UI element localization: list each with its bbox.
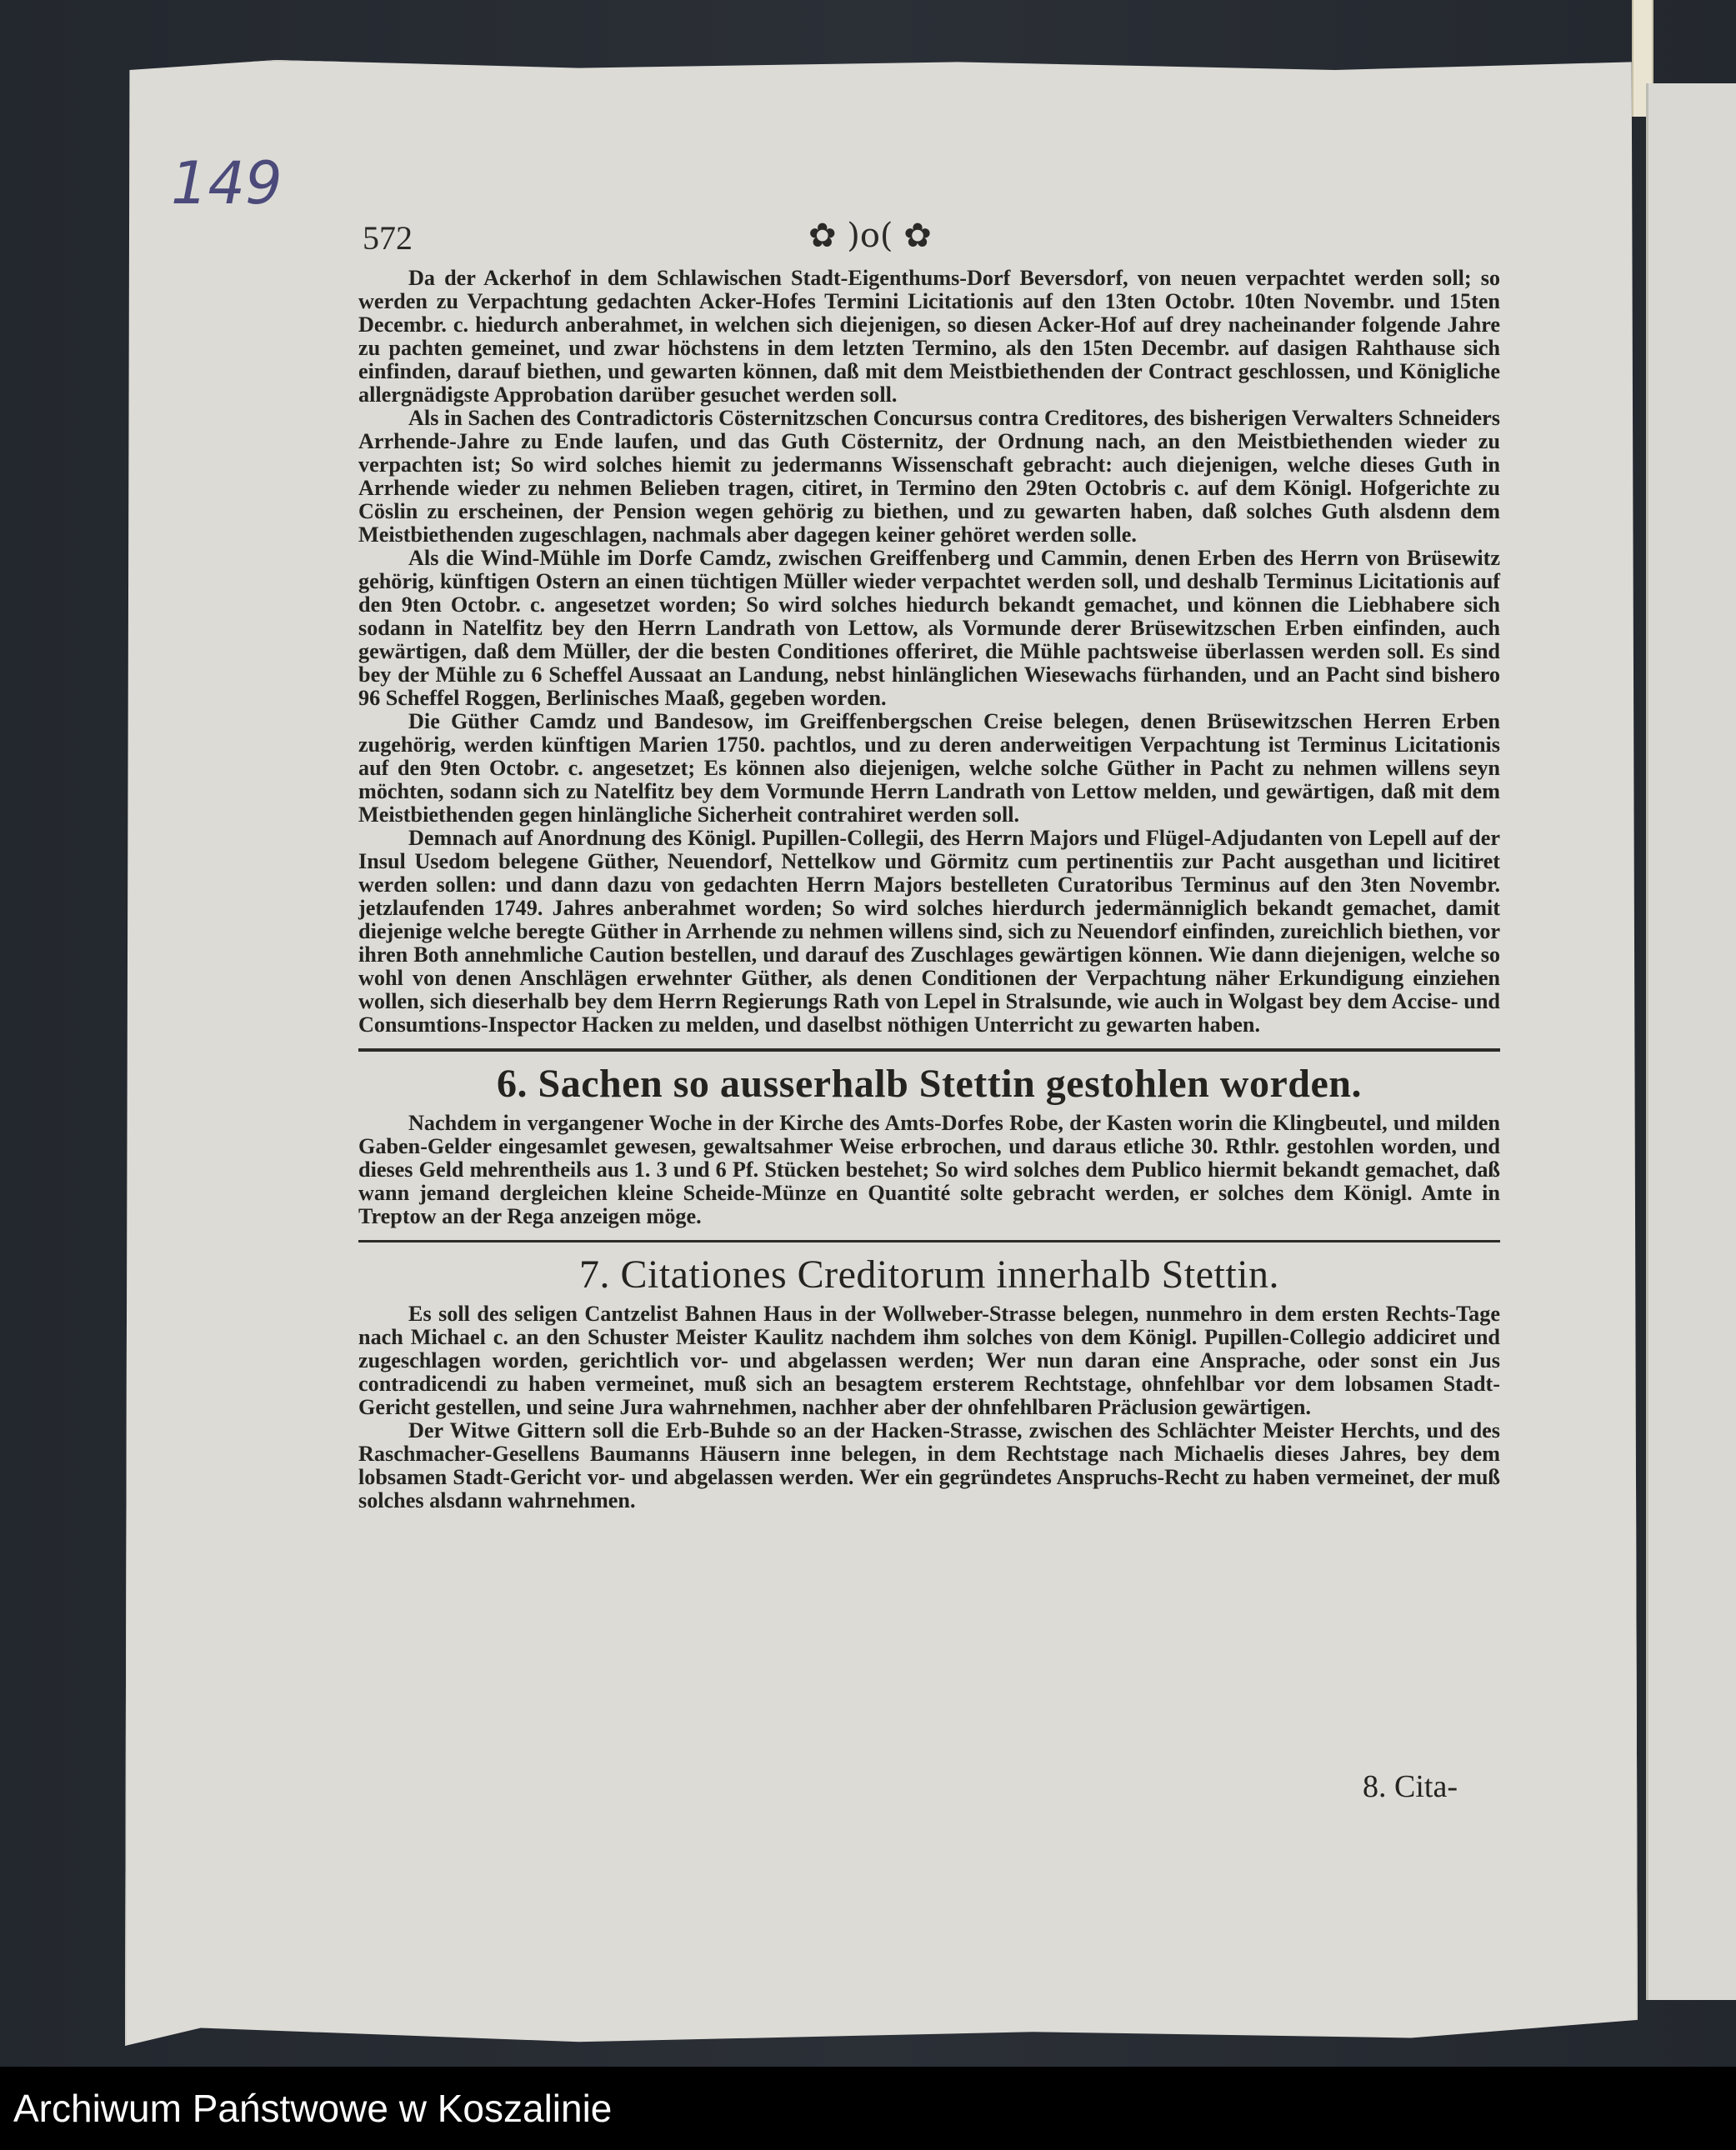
page-number: 572 [363, 219, 413, 257]
paragraph-guther-camdz-bandesow: Die Güther Camdz und Bandesow, im Greiffenbergschen Creise belegen, denen Brüsewitzschen Herren Erben zugehörig, werden künftigen Marien 1750. pachtlos, und zu deren anderweitigen Verpachtung ist Terminus Licitationis auf den 9ten Octobr. c. angesetzet; Es können also diejenigen, welche solche Güther in Pacht zu nehmen willens seyn möchten, sodann sich zu Natelfitz bey dem Vormunde Herrn Landrath von Lettow melden, und gewärtigen, daß mit dem Meistbiethenden gegen hinlängliche Sicherheit contrahiret werden soll. [358, 709, 1500, 827]
text-column [358, 267, 1500, 1512]
archive-footer-bar [0, 2067, 1736, 2150]
section-7-paragraph-2: Der Witwe Gittern soll die Erb-Buhde so an der Hacken-Strasse, zwischen des Schlächter Meister Herchts, und des Raschmacher-Gesellens Baumanns Häusern inne belegen, in dem Rechtstage nach Michaelis dieses Jahres, bey dem lobsamen Stadt-Gericht vor- und abgelassen werden. Wer ein gegründetes Anspruchs-Recht zu haben vermeinet, der muß solches alsdann wahrnehmen. [358, 1418, 1500, 1512]
archive-label: Archiwum Państwowe w Koszalinie [13, 2087, 613, 2130]
paragraph-beversdorf: Da der Ackerhof in dem Schlawischen Stadt-Eigenthums-Dorf Beversdorf, von neuen verpachtet werden soll; so werden zu Verpachtung gedachten Acker-Hofes Termini Licitationis auf den 13ten Octobr. 10ten Novembr. und 15ten Decembr. c. hiedurch anberahmet, in welchen sich diejenigen, so diesen Acker-Hof auf drey nacheinander folgende Jahre zu pachten gemeinet, und zwar höchstens in dem letzten Termino, als den 15ten Decembr. auf dasigen Rahthause sich einfinden, darauf biethen, und gewarten können, daß mit dem Meistbiethenden der Contract geschlossen, und Königliche allergnädigste Approbation darüber gesuchet werden soll. [358, 266, 1500, 407]
paragraph-usedom-guther: Demnach auf Anordnung des Königl. Pupillen-Collegii, des Herrn Majors und Flügel-Adjudanten von Lepell auf der Insul Usedom belegene Güther, Neuendorf, Nettelkow und Görmitz cum pertinentiis zur Pacht ausgethan und licitiret werden sollen: und dann dazu von gedachten Herrn Majors bestelleten Curatoribus Terminus auf den 3ten Novembr. jetzlaufenden 1749. Jahres anberahmet worden; So wird solches hierdurch jedermänniglich bekandt gemachet, damit diejenige welche beregte Güther in Arrhende zu nehmen willens sind, sich zu Neuendorf einfinden, zureichlich biethen, vor ihren Both annehmliche Caution bestellen, und darauf des Zuschlages gewärtigen können. Wie dann diejenigen, welche so wohl von denen Anschlägen erwehnter Güther, als denen Conditionen der Verpachtung näher Erkundigung einziehen wollen, sich dieserhalb bey dem Herrn Regierungs Rath von Lepel in Stralsunde, wie auch in Wolgast bey dem Accise- und Consumtions-Inspector Hacken zu melden, und daselbst nöthigen Unterricht zu gewarten haben. [358, 826, 1500, 1037]
section-7-heading: 7. Citationes Creditorum innerhalb Stettin. [578, 1252, 1280, 1297]
section-6-paragraph: Nachdem in vergangener Woche in der Kirche des Amts-Dorfes Robe, der Kasten worin die Klingbeutel, und milden Gaben-Gelder eingesamlet gewesen, gewaltsahmer Weise erbrochen, und daraus etliche 30. Rthlr. gestohlen worden, und dieses Geld mehrentheils aus 1. 3 und 6 Pf. Stücken bestehet; So wird solches dem Publico hiermit bekandt gemachet, daß wann jemand dergleichen kleine Scheide-Münze en Quantité solte gebracht werden, er solches dem Königl. Amte in Treptow an der Rega anzeigen möge. [358, 1111, 1500, 1228]
page-header [363, 218, 1513, 268]
section-6-heading: 6. Sachen so ausserhalb Stettin gestohlen worden. [497, 1062, 1362, 1106]
paragraph-costernitz: Als in Sachen des Contradictoris Cösternitzschen Concursus contra Creditores, des bisherigen Verwalters Schneiders Arrhende-Jahre zu Ende laufen, und das Guth Cösternitz, der Ordnung nach, an den Meistbiethenden wieder zu verpachten ist; So wird solches hiemit zu jedermanns Wissenschaft gebracht: auch diejenigen, welche dieses Guth in Arrhende wieder zu nehmen Belieben tragen, citiret, in Termino den 29ten Octobris c. auf dem Königl. Hofgerichte zu Cöslin zu erscheinen, der Pension wegen gehörig zu biethen, und zu gewarten haben, daß solches Guth alsdenn dem Meistbiethenden zugeschlagen, nachmals aber dagegen keiner gehöret werden solle. [358, 406, 1500, 547]
adjacent-page-edge [1646, 83, 1736, 2000]
section-divider [358, 1048, 1500, 1052]
section-divider [358, 1240, 1500, 1242]
catchword: 8. Cita- [1363, 1769, 1458, 1804]
section-7-paragraph-1: Es soll des seligen Cantzelist Bahnen Haus in der Wollweber-Strasse belegen, nunmehro in dem ersten Rechts-Tage nach Michael c. an den Schuster Meister Kaulitz nachdem ihm solches von dem Königl. Pupillen-Collegio addiciret und zugeschlagen worden, gerichtlich vor- und abgelassen werden; Wer nun daran eine Ansprache, oder sonst ein Jus contradicendi zu haben vermeinet, muß sich an besagtem ersterem Rechtstage, ohnfehlbar vor dem lobsamen Stadt-Gericht gestellen, und seine Jura wahrnehmen, nachher aber der ohnfehlbaren Präclusion gewärtigen. [358, 1302, 1500, 1419]
header-ornament: ✿ )o( ✿ [808, 217, 932, 255]
paragraph-windmuhle-camdz: Als die Wind-Mühle im Dorfe Camdz, zwischen Greiffenberg und Cammin, denen Erben des Herrn von Brüsewitz gehörig, künftigen Ostern an einen tüchtigen Müller wieder verpachtet werden soll, und deshalb Terminus Licitationis auf den 9ten Octobr. c. angesetzet worden; So wird solches hiedurch bekandt gemachet, und können die Liebhabere sich sodann in Natelfitz bey den Herrn Landrath von Lettow, als Vormunde derer Brüsewitzschen Erben einfinden, auch gewärtigen, daß dem Müller, der die besten Conditiones offeriret, die Mühle pachtsweise überlassen werden soll. Es sind bey der Mühle zu 6 Scheffel Aussaat an Landung, nebst hinlänglichen Wiesewachs fürhanden, und an Pacht sind bishero 96 Scheffel Roggen, Berlinisches Maaß, gegeben worden. [358, 546, 1500, 710]
handwritten-folio-number: 149 [171, 149, 283, 218]
